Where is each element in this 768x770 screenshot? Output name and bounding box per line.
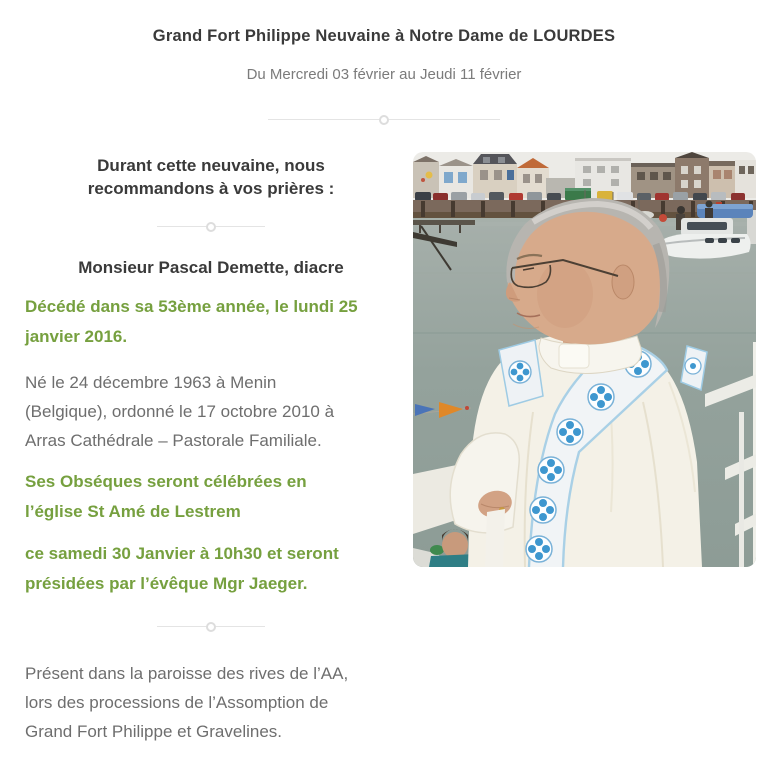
page-subtitle: Du Mercredi 03 février au Jeudi 11 février — [246, 66, 522, 83]
page-title: Grand Fort Philippe Neuvaine à Notre Dame de LOURDES — [152, 27, 616, 45]
content-columns — [0, 152, 768, 746]
priest-head — [506, 198, 669, 344]
deacon-harbor-photo — [413, 152, 756, 567]
death-announcement: Décédé dans sa 53ème année, le lundi 25 janvier 2016. — [25, 297, 358, 346]
funeral-datetime: ce samedi 30 Janvier à 10h30 et seront présidées par l’évêque Mgr Jaeger. — [25, 544, 339, 593]
photo-column — [413, 152, 756, 567]
divider-ornament-icon — [379, 115, 389, 125]
presence-note: Présent dans la paroisse des rives de l’AA, lors des processions de l’Assomption de Grand Fort Philippe et Gravelines. — [25, 664, 349, 741]
notice-text-column — [25, 152, 397, 746]
biography: Né le 24 décembre 1963 à Menin (Belgique), ordonné le 17 octobre 2010 à Arras Cathédrale – Pastorale Familiale. — [25, 373, 335, 450]
funeral-location: Ses Obséques seront célébrées en l’église St Amé de Lestrem — [25, 472, 307, 521]
intro-heading: Durant cette neuvaine, nous recommandons à vos prières : — [87, 156, 335, 198]
section-divider — [268, 119, 500, 120]
section-divider — [157, 626, 265, 627]
divider-ornament-icon — [206, 222, 216, 232]
article-page — [0, 27, 768, 770]
section-divider — [157, 226, 265, 227]
deceased-name: Monsieur Pascal Demette, diacre — [78, 258, 344, 277]
divider-ornament-icon — [206, 622, 216, 632]
